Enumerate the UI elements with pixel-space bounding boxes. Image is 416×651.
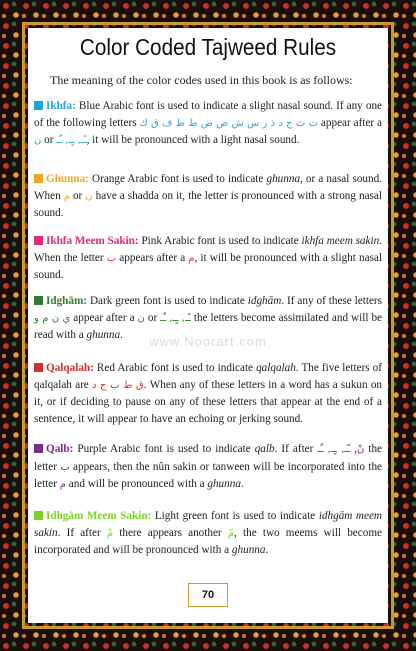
page-number: 70 [188,583,228,607]
entry-text: Purple Arabic font is used to indicate [77,443,255,455]
arabic-letter: م [59,479,66,490]
term-qalqalah: Qalqalah: [46,362,94,374]
entry-qalqalah [34,360,382,427]
entry-text: . If after [274,443,318,455]
entry-term-italic: ghunna [207,478,241,490]
intro-text: The meaning of the color codes used in this book is as follows: [50,73,353,87]
entry-term-italic: qalb [254,443,275,455]
color-square-purple [34,444,43,453]
entry-text: appears after a [116,251,189,264]
term-idgham: Idghām: [46,295,88,307]
entry-text: , [350,443,357,455]
entry-text: or [144,311,161,324]
tanween-marks: ـًـ, ـٍـ, ـٌـ [56,135,87,146]
color-square-blue [34,101,43,110]
entry-term-italic: ikhfa meem sakin [301,235,380,247]
arabic-letter: م [188,252,195,264]
arabic-letters: ت ث ج د ذ ز س ش ص ض ط ظ ف ق ك [139,117,319,129]
entry-text: . When the letter [34,235,382,264]
entry-text: Pink Arabic font is used to indicate [141,235,302,247]
page-title: Color Coded Tajweed Rules [79,34,337,60]
entry-text: . [265,544,269,556]
entry-text: appears, then the nûn sakin or tanween will be incorporated into the letter [34,460,383,490]
tanween-marks: ـًـ, ـٍـ, ـٌـ [160,312,191,324]
arabic-letter: نْ [356,444,365,455]
entry-idhgam-meem-sakin [34,508,382,559]
entry-text: Orange Arabic font is used to indicate [92,173,267,185]
entry-text: there appears another [113,526,228,539]
entry-text: . [120,329,123,341]
arabic-letter: ن [34,135,42,146]
entry-text: , the two meems will become incorporated and will be pronounced with a [34,526,382,556]
entry-text: Dark green font is used to indicate [89,295,248,307]
entry-qalb [34,441,382,494]
arabic-letter: مْ [106,527,114,539]
arabic-letter: ن [85,190,93,202]
term-ghunna: Ghunna: [46,173,89,185]
entry-text: Red Arabic font is used to indicate [96,362,257,374]
term-qalb: Qalb: [46,443,74,455]
watermark: www.Noorart.com [149,334,267,349]
arabic-letter: ن [137,312,145,324]
entry-text: , it will be pronounced with a light nasal sound. [86,134,300,146]
arabic-letter: مّ [227,527,235,539]
entry-ikhfa [34,98,382,150]
entry-text: . If any of these letters [281,295,383,307]
color-square-orange [34,174,43,183]
arabic-letter: م [63,190,70,202]
entry-text: Blue Arabic font is used to indicate a slight nasal sound. If any one of the following letters [34,100,383,129]
entry-text: . When any of these letters in a word has a sukun on it, or if deciding to pause on any of these letters that appear at the end of a sentence, it will appear to have an echoing or jerking sound. [34,378,383,425]
entry-text: the letter [34,443,383,473]
entry-text: and will be pronounced with a [65,478,208,490]
entry-text: , or a nasal sound. When [34,173,382,202]
entry-text: appear after a [318,116,383,129]
arabic-letters: ق ط ب ج د [91,379,144,391]
entry-term-italic: qalqalah [256,362,296,374]
term-ikhfa: Ikhfa: [46,100,76,112]
arabic-letter: ب [60,461,70,473]
tanween-marks: ـًـ, ـٍـ, ـٌـ [317,444,351,455]
entry-term-italic: ghunna [86,329,121,341]
color-square-light-green [34,511,43,520]
entry-term-italic: ghunna [266,173,301,185]
entry-term-italic: ghunna [231,544,266,556]
entry-text: . [240,478,244,490]
arabic-letter: ب [106,252,117,264]
term-ikhfa-meem-sakin: Ikhfa Meem Sakin: [46,235,139,247]
entry-term-italic: idghām [247,295,282,307]
entry-text: . If after [57,526,107,539]
page-content [28,28,388,623]
entry-ghunna [34,171,382,222]
entry-text: have a shadda on it, the letter is pronounced with a strong nasal sound. [34,189,382,219]
entry-text: or [41,134,57,146]
entry-ikhfa-meem-sakin [34,233,382,284]
entry-text: . The five letters of qalqalah are [34,362,382,391]
entry-text: , it will be pronounced with a slight nasal sound. [34,251,382,281]
color-square-red [34,363,43,372]
arabic-letters: ي ن م و [34,312,71,324]
color-square-dark-green [34,296,43,305]
color-square-pink [34,236,43,245]
entry-term-italic: idhgām meem sakin [34,510,383,539]
entry-text: or [69,189,86,202]
entry-text: the letters become assimilated and will be read with a [34,311,383,341]
entry-text: appear after a [70,311,138,324]
entry-text: Light green font is used to indicate [154,510,319,522]
term-idhgam-meem-sakin: Idhgām Meem Sakin: [46,510,152,522]
